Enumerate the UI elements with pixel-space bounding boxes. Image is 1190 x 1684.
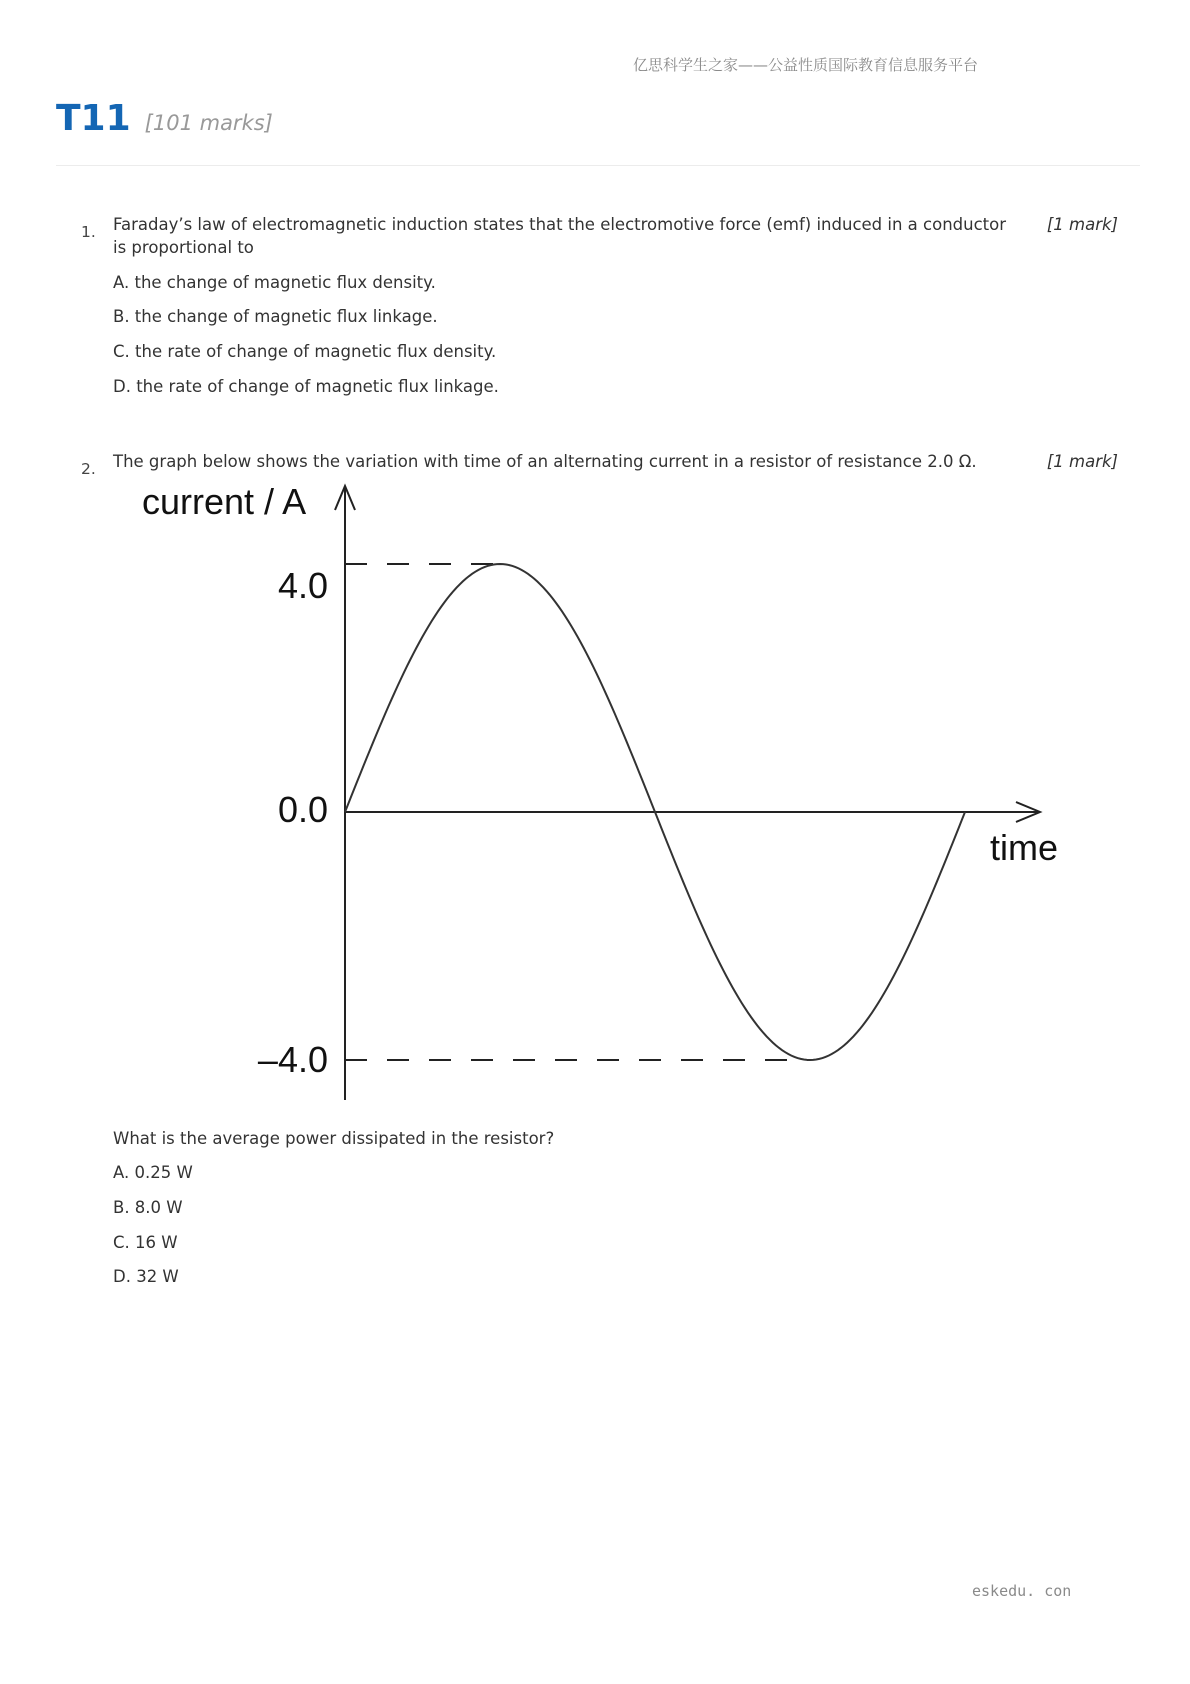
question-number: 2.	[81, 460, 96, 478]
option-d[interactable]: D. the rate of change of magnetic flux linkage.	[113, 377, 499, 396]
topic-code: T11	[56, 98, 131, 139]
total-marks: [101 marks]	[144, 111, 273, 135]
option-c[interactable]: C. 16 W	[113, 1233, 178, 1252]
question-marks: [1 mark]	[1046, 215, 1118, 234]
footer-site: eskedu. con	[972, 1582, 1072, 1600]
x-axis-label: time	[990, 827, 1059, 868]
question-text: Faraday’s law of electromagnetic induction states that the electromotive force (emf) induced in a conductor is proportional to	[113, 215, 1006, 257]
option-a[interactable]: A. the change of magnetic flux density.	[113, 273, 436, 292]
option-b[interactable]: B. the change of magnetic flux linkage.	[113, 307, 438, 326]
question-number: 1.	[81, 223, 96, 241]
y-tick-label-zero: 0.0	[277, 789, 328, 830]
option-c[interactable]: C. the rate of change of magnetic flux density.	[113, 342, 497, 361]
question-marks: [1 mark]	[1046, 452, 1118, 471]
question-prompt: What is the average power dissipated in the resistor?	[113, 1129, 555, 1148]
y-tick-label-max: 4.0	[277, 565, 328, 606]
option-b[interactable]: B. 8.0 W	[113, 1198, 183, 1217]
option-a[interactable]: A. 0.25 W	[113, 1163, 193, 1182]
y-axis-label: current / A	[142, 481, 307, 522]
option-d[interactable]: D. 32 W	[113, 1267, 179, 1286]
site-banner: 亿思科学生之家——公益性质国际教育信息服务平台	[632, 56, 978, 74]
question-text: The graph below shows the variation with time of an alternating current in a resistor of resistance 2.0 Ω.	[113, 452, 977, 471]
y-tick-label-min: –4.0	[257, 1039, 328, 1080]
